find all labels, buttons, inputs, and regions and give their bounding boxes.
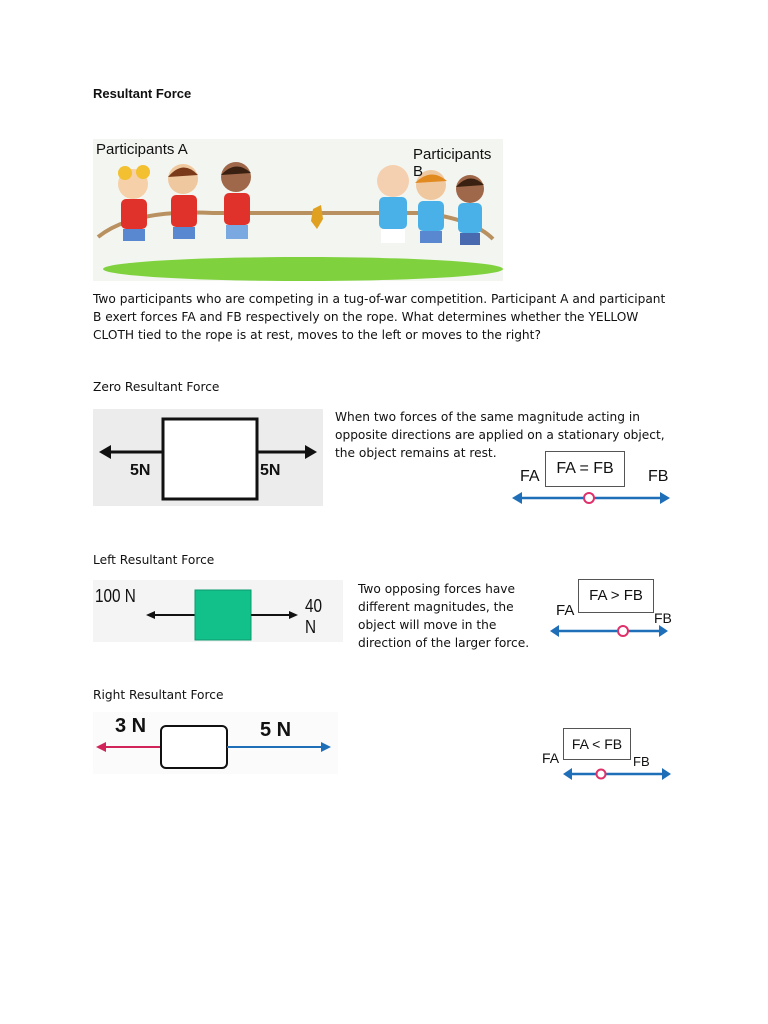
zero-resultant-heading: Zero Resultant Force	[93, 380, 220, 394]
object-dot	[584, 493, 594, 503]
left-blue-arrowhead	[512, 492, 522, 504]
relation-box: FA > FB	[578, 579, 654, 613]
left-resultant-diagram	[93, 580, 343, 642]
relation-box: FA = FB	[545, 451, 625, 487]
zero-force-number-line	[510, 448, 675, 510]
right-blue-arrowhead	[660, 492, 670, 504]
left-force-number-line	[546, 574, 676, 642]
left-arrow-line	[546, 622, 676, 640]
left-blue-arrowhead	[550, 625, 559, 637]
right-blue-arrowhead	[659, 625, 668, 637]
left-arrow-head	[146, 611, 155, 619]
left-force-label: 100 N	[95, 586, 136, 606]
object-dot	[618, 626, 628, 636]
fa-label: FA	[542, 750, 560, 766]
right-force-label: 40 N	[305, 596, 323, 637]
grass	[103, 257, 503, 281]
left-resultant-heading: Left Resultant Force	[93, 553, 215, 567]
page-title: Resultant Force	[93, 86, 192, 101]
right-force-arrows	[93, 712, 338, 774]
tug-of-war-illustration	[93, 139, 503, 281]
right-force-label: 5N	[260, 462, 281, 479]
left-resultant-text: Two opposing forces have different magnitudes, the object will move in the direction of the larger force.	[358, 582, 530, 650]
right-arrow-head	[305, 445, 317, 459]
right-resultant-diagram	[93, 712, 338, 774]
right-resultant-heading: Right Resultant Force	[93, 688, 224, 702]
right-blue-arrowhead	[662, 768, 671, 780]
zero-resultant-diagram	[93, 409, 323, 506]
right-arrow-head	[289, 611, 298, 619]
left-force-label: 5N	[130, 462, 151, 479]
right-force-number-line	[538, 724, 678, 786]
object-dot	[597, 770, 606, 779]
object-box	[163, 419, 257, 499]
green-object-box	[195, 590, 251, 640]
left-force-label: 3 N	[115, 715, 147, 737]
intro-paragraph: Two participants who are competing in a tug-of-war competition. Participant A and participant B exert forces FA and FB respectively on the rope. What determines whether the YELLOW CLOTH tied to the rope is at rest, moves to the left or moves to the right?	[93, 292, 666, 342]
relation-box: FA < FB	[563, 728, 631, 760]
right-blue-arrow-head	[321, 742, 331, 752]
fa-label: FA	[556, 602, 575, 619]
fa-label: FA	[520, 468, 540, 485]
left-arrow-head	[99, 445, 111, 459]
left-blue-arrowhead	[563, 768, 572, 780]
left-red-arrow-head	[96, 742, 106, 752]
zero-resultant-text: When two forces of the same magnitude acting in opposite directions are applied on a stationary object, the object remains at rest.	[335, 410, 665, 460]
fb-label: FB	[654, 610, 672, 626]
participants-a-label: Participants A	[96, 141, 188, 158]
zero-arrow-line	[510, 488, 675, 508]
fb-label: FB	[648, 468, 669, 485]
right-force-label: 5 N	[260, 719, 292, 741]
participants-b-label: Participants B	[413, 146, 492, 180]
object-box	[161, 726, 227, 768]
team-a-kids	[118, 162, 251, 241]
fb-label: FB	[633, 754, 650, 769]
right-arrow-line	[538, 766, 678, 782]
zero-force-arrows	[93, 409, 323, 506]
